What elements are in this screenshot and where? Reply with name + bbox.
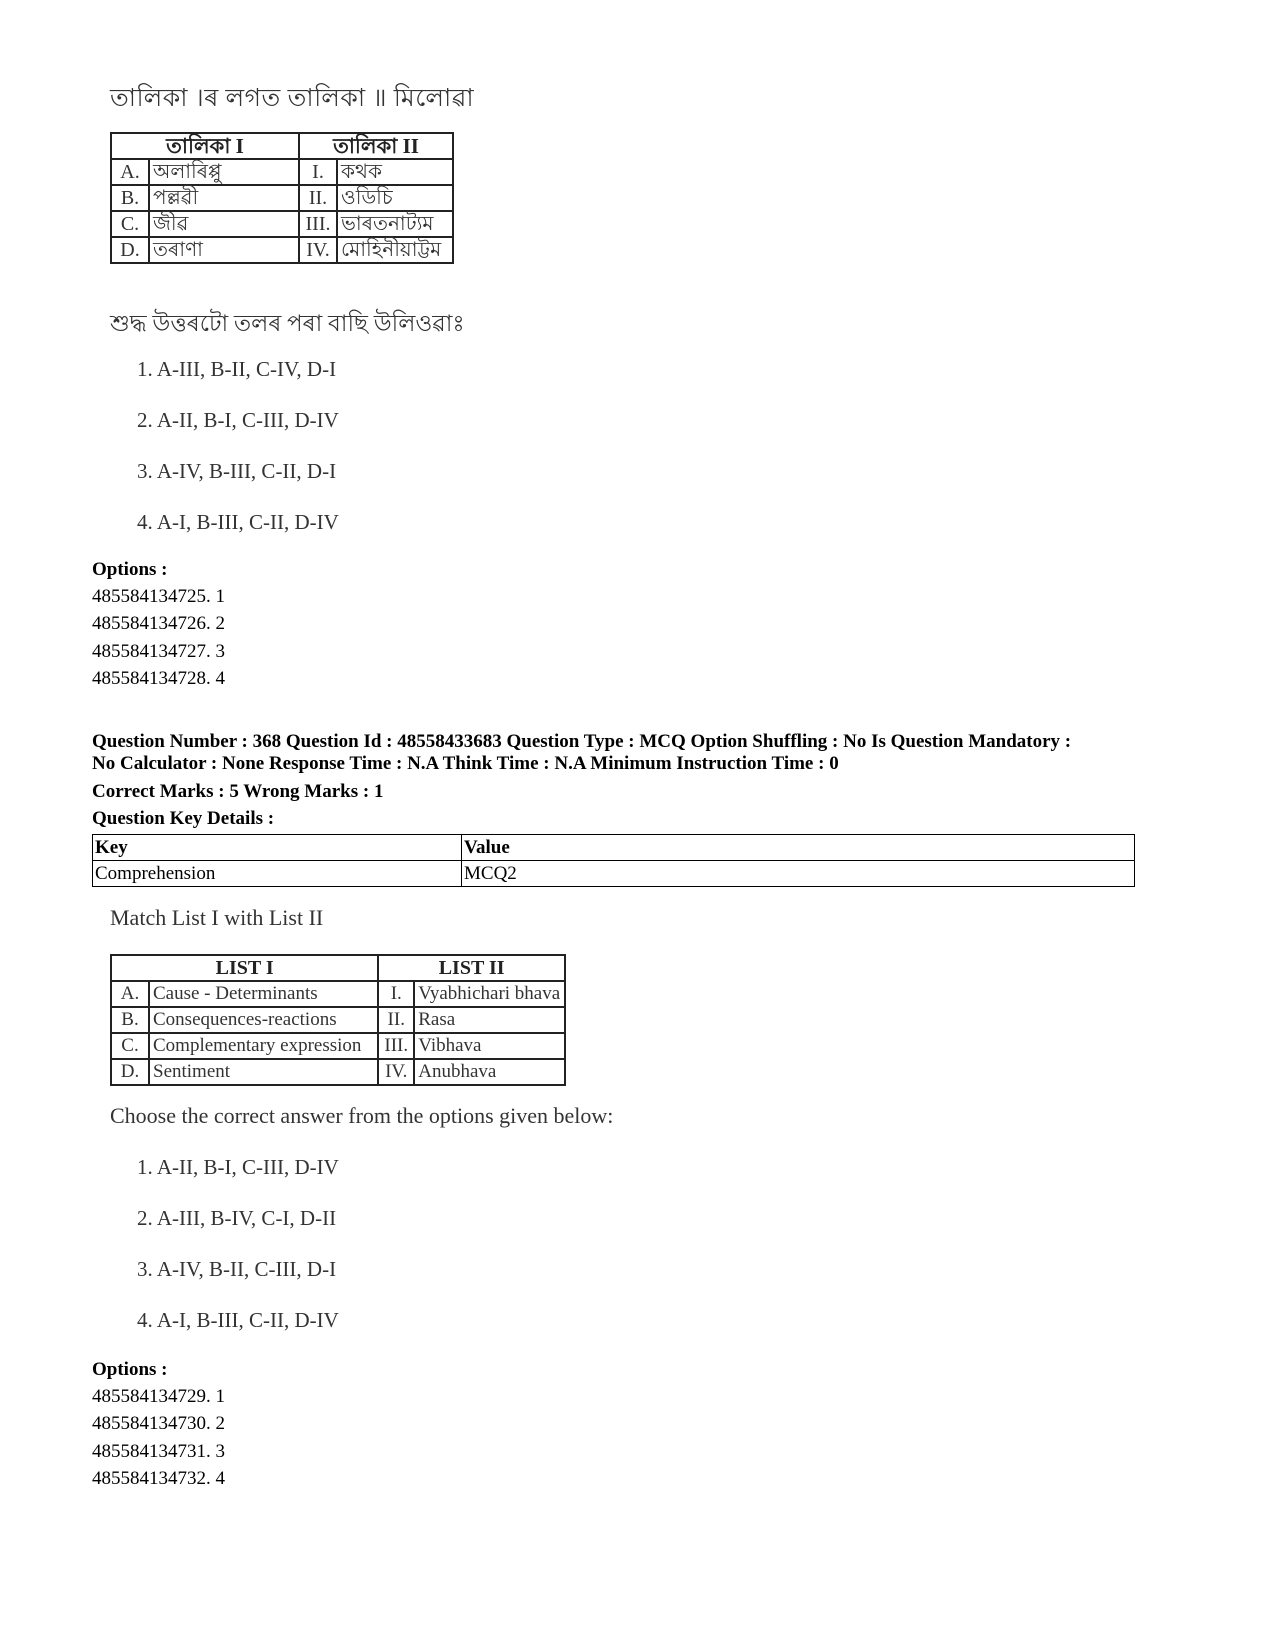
value-column-header: Value [462,835,1135,861]
row-right-value: কথক [337,159,453,185]
row-numeral: I. [378,981,414,1007]
row-left-value: তৰাণা [149,237,299,263]
q1-answer-3: 3. A-IV, B-III, C-II, D-I [137,459,337,483]
question-meta-line-2: No Calculator : None Response Time : N.A Think Time : N.A Minimum Instruction Time : 0 [92,753,839,774]
q2-title: Match List I with List II [110,905,324,930]
q2-choose-instruction: Choose the correct answer from the options given below: [110,1103,614,1128]
q2-header-left: LIST I [111,955,378,981]
table-header-row [111,955,565,981]
option-item: 485584134729. 1 [92,1386,225,1407]
q2-header-right: LIST II [378,955,565,981]
row-letter: C. [111,211,149,237]
row-left-value: Consequences-reactions [149,1007,378,1033]
row-letter: B. [111,185,149,211]
row-numeral: III. [378,1033,414,1059]
row-numeral: I. [299,159,337,185]
row-numeral: IV. [299,237,337,263]
q1-header-right: তালিকা II [299,133,453,159]
q1-match-table [110,132,454,264]
q1-answer-2: 2. A-II, B-I, C-III, D-IV [137,408,339,432]
row-left-value: পল্লৱী [149,185,299,211]
row-right-value: মোহিনীয়াট্টম [337,237,453,263]
q1-answer-4: 4. A-I, B-III, C-II, D-IV [137,510,339,534]
row-letter: D. [111,237,149,263]
q1-answer-1: 1. A-III, B-II, C-IV, D-I [137,357,337,381]
table-row [111,1033,565,1059]
table-row [111,1007,565,1033]
row-left-value: অলাৰিপ্পু [149,159,299,185]
q2-answer-4: 4. A-I, B-III, C-II, D-IV [137,1308,339,1332]
question-marks: Correct Marks : 5 Wrong Marks : 1 [92,781,384,802]
option-item: 485584134726. 2 [92,613,225,634]
option-item: 485584134725. 1 [92,586,225,607]
table-row [111,981,565,1007]
key-cell: Comprehension [93,861,462,887]
q2-answer-3: 3. A-IV, B-II, C-III, D-I [137,1257,337,1281]
row-right-value: ভাৰতনাট্যম [337,211,453,237]
row-right-value: Rasa [414,1007,565,1033]
question-meta-line-1: Question Number : 368 Question Id : 48558433683 Question Type : MCQ Option Shuffling : No Is Question Mandatory : [92,731,1072,752]
row-numeral: II. [378,1007,414,1033]
option-item: 485584134727. 3 [92,641,225,662]
row-numeral: II. [299,185,337,211]
option-item: 485584134732. 4 [92,1468,225,1489]
table-row [111,211,453,237]
question-key-table [92,834,1135,887]
options-label: Options : [92,559,168,580]
row-left-value: জীৱ [149,211,299,237]
row-letter: B. [111,1007,149,1033]
table-row [111,159,453,185]
option-item: 485584134730. 2 [92,1413,225,1434]
options-label: Options : [92,1359,168,1380]
table-row [93,861,1135,887]
q1-choose-instruction: শুদ্ধ উত্তৰটো তলৰ পৰা বাছি উলিওৱাঃ [110,311,465,336]
table-header-row [93,835,1135,861]
row-letter: A. [111,159,149,185]
value-cell: MCQ2 [462,861,1135,887]
row-letter: D. [111,1059,149,1085]
key-column-header: Key [93,835,462,861]
q2-answer-2: 2. A-III, B-IV, C-I, D-II [137,1206,337,1230]
row-right-value: Vibhava [414,1033,565,1059]
table-row [111,185,453,211]
row-numeral: III. [299,211,337,237]
q1-title: তালিকা ।ৰ লগত তালিকা ॥ মিলোৱা [110,85,475,112]
table-row [111,237,453,263]
row-letter: A. [111,981,149,1007]
row-right-value: ওডিচি [337,185,453,211]
option-item: 485584134728. 4 [92,668,225,689]
row-numeral: IV. [378,1059,414,1085]
row-letter: C. [111,1033,149,1059]
question-key-details-label: Question Key Details : [92,808,275,829]
table-header-row [111,133,453,159]
table-row [111,1059,565,1085]
row-left-value: Sentiment [149,1059,378,1085]
row-left-value: Complementary expression [149,1033,378,1059]
row-left-value: Cause - Determinants [149,981,378,1007]
q2-match-table [110,954,566,1086]
row-right-value: Vyabhichari bhava [414,981,565,1007]
q1-header-left: তালিকা I [111,133,299,159]
option-item: 485584134731. 3 [92,1441,225,1462]
row-right-value: Anubhava [414,1059,565,1085]
q2-answer-1: 1. A-II, B-I, C-III, D-IV [137,1155,339,1179]
